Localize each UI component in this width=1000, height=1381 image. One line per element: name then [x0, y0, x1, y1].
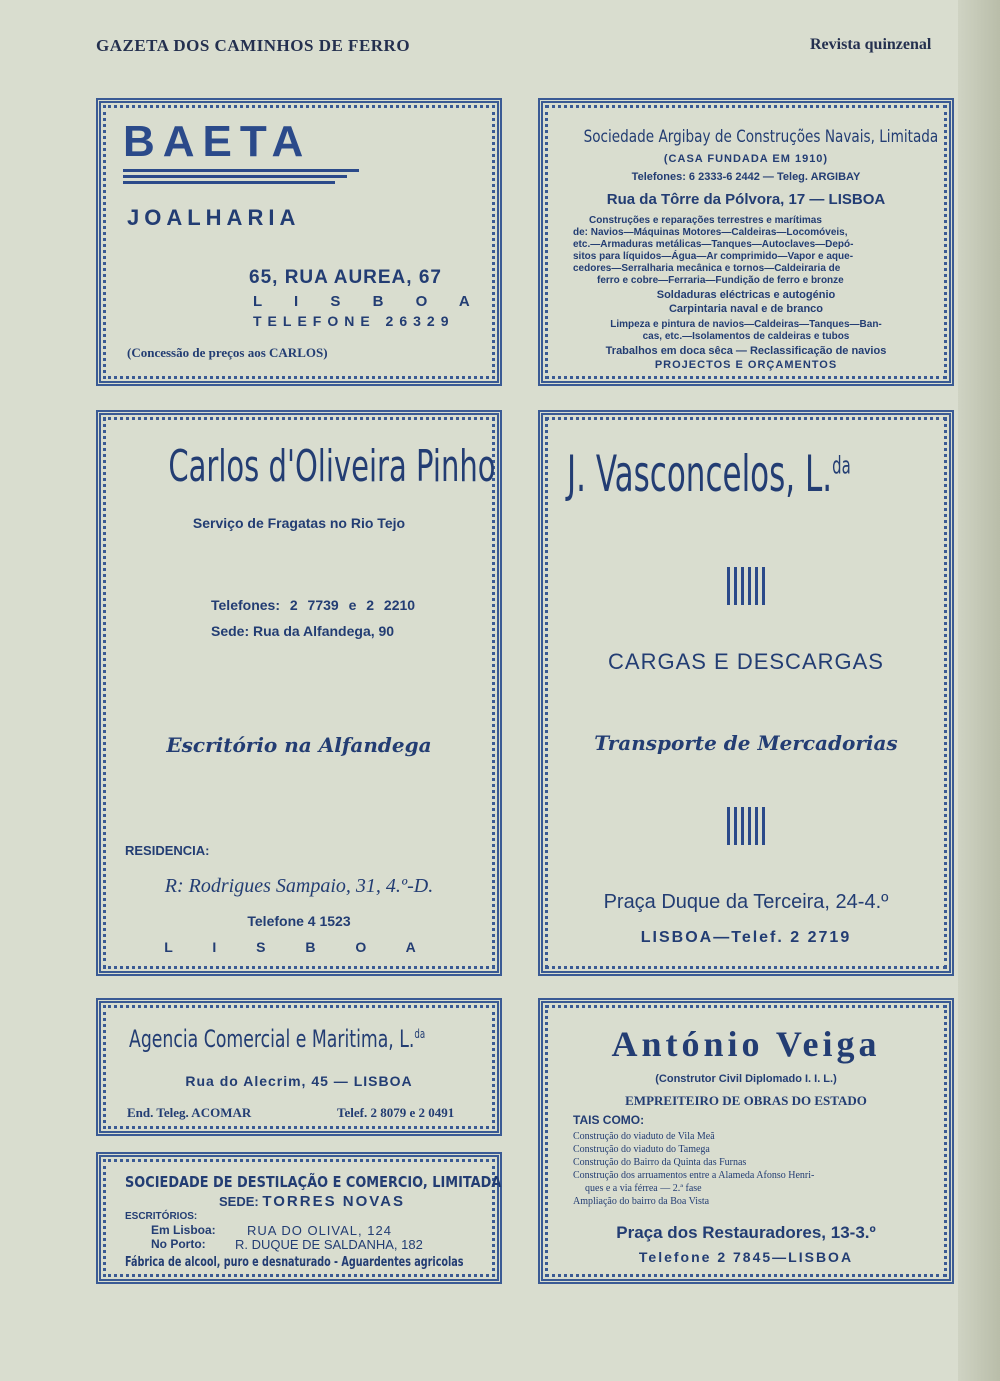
company-name: SOCIEDADE DE DESTILAÇÃO E COMERCIO, LIMITADA — [125, 1173, 502, 1191]
address: Rua do Alecrim, 45 — LISBOA — [185, 1073, 413, 1089]
phone: LISBOA—Telef. 2 2719 — [640, 929, 852, 946]
business-type: JOALHARIA — [127, 205, 301, 230]
lisboa-office: RUA DO OLIVAL, 124 — [247, 1223, 392, 1238]
logo-rule — [123, 175, 347, 178]
dry-dock: Trabalhos em doca sêca — Reclassificação de navios — [605, 345, 887, 357]
city: L I S B O A — [253, 293, 484, 310]
city: L I S B O A — [164, 939, 434, 955]
logo-rule — [123, 169, 359, 172]
service-line: cedores—Serralharia mecânica e tornos—Caldeiraria de — [573, 263, 841, 274]
company-name-text: J. Vasconcelos, L. — [567, 445, 833, 503]
residence: R: Rodrigues Sampaio, 31, 4.º-D. — [164, 875, 434, 897]
ad-pinho — [96, 410, 502, 976]
baeta-logo: BAETA — [123, 117, 312, 166]
porto-office: R. DUQUE DE SALDANHA, 182 — [235, 1237, 423, 1252]
credential: (Construtor Civil Diplomado I. I. L.) — [655, 1073, 837, 1085]
service-line: de: Navios—Máquinas Motores—Caldeiras—Locomóveis, — [573, 227, 848, 238]
company-suffix: da — [832, 451, 851, 480]
address: 65, RUA AUREA, 67 — [249, 267, 442, 288]
company-name — [567, 445, 851, 503]
work-item: Construção do viaduto de Vila Meã — [573, 1131, 715, 1142]
contractor-name: António Veiga — [611, 1024, 881, 1064]
work-item: Construção do viaduto do Tamega — [573, 1144, 710, 1155]
residence-label: RESIDENCIA: — [125, 843, 210, 858]
phones: Telef. 2 8079 e 2 0491 — [337, 1105, 455, 1120]
company-name — [129, 1025, 425, 1053]
service-line: ferro e cobre—Ferraria—Fundição de ferro e bronze — [597, 275, 844, 286]
company-suffix: da — [414, 1027, 426, 1041]
phone: TELEFONE 26329 — [253, 313, 455, 329]
welding: Soldaduras eléctricas e autogénio — [656, 289, 836, 301]
logo-rule — [123, 181, 335, 184]
porto-label: No Porto: — [151, 1237, 206, 1251]
ornament-bars-icon — [543, 807, 949, 845]
service: CARGAS E DESCARGAS — [608, 649, 884, 674]
address: Praça dos Restauradores, 13-3.º — [616, 1223, 876, 1242]
phone: Telefone 4 1523 — [247, 913, 351, 929]
hq-label: SEDE: — [219, 1194, 259, 1209]
work-item: ques e a via férrea — 2.ª fase — [585, 1183, 702, 1194]
ad-baeta — [96, 98, 502, 386]
cleaning-line: Limpeza e pintura de navios—Caldeiras—Tanques—Ban- — [610, 319, 882, 330]
phones: Telefones: 2 7739 e 2 2210 — [211, 597, 416, 613]
ad-agencia — [96, 998, 502, 1136]
offices-label: ESCRITÓRIOS: — [125, 1211, 198, 1222]
office: Escritório na Alfandega — [166, 733, 432, 757]
company-name: Sociedade Argibay de Construções Navais, Limitada — [583, 127, 939, 147]
works-label: TAIS COMO: — [573, 1113, 645, 1127]
transport: Transporte de Mercadorias — [594, 731, 898, 755]
hq-city: TORRES NOVAS — [262, 1193, 405, 1210]
founded: (CASA FUNDADA EM 1910) — [663, 153, 829, 165]
running-head-title: GAZETA DOS CAMINHOS DE FERRO — [96, 36, 411, 55]
ornament-bars-icon — [543, 567, 949, 605]
ad-vasconcelos — [538, 410, 954, 976]
headquarters: Sede: Rua da Alfandega, 90 — [211, 623, 395, 639]
carpentry: Carpintaria naval e de branco — [668, 303, 824, 315]
work-item: Ampliação do bairro da Boa Vista — [573, 1196, 710, 1207]
work-item: Construção do Bairro da Quinta das Furnas — [573, 1157, 747, 1168]
company-name-text: Agencia Comercial e Maritima, L. — [129, 1025, 415, 1053]
products: Fábrica de alcool, puro e desnaturado - Aguardentes agricolas — [125, 1255, 464, 1270]
ad-veiga — [538, 998, 954, 1284]
phone: Telefone 2 7845—LISBOA — [638, 1249, 854, 1265]
note: (Concessão de preços aos CARLOS) — [127, 345, 328, 360]
role: EMPREITEIRO DE OBRAS DO ESTADO — [625, 1093, 867, 1108]
lisboa-label: Em Lisboa: — [151, 1223, 216, 1237]
ad-argibay — [538, 98, 954, 386]
work-item: Construção dos arruamentos entre a Alameda Afonso Henri- — [573, 1170, 815, 1181]
service-line: etc.—Armaduras metálicas—Tanques—Autoclaves—Depó- — [573, 239, 854, 250]
address: Rua da Tôrre da Pólvora, 17 — LISBOA — [606, 191, 886, 208]
cleaning-line: cas, etc.—Isolamentos de caldeiras e tubos — [642, 331, 850, 342]
service: Serviço de Fragatas no Rio Tejo — [192, 515, 406, 531]
service-line: sitos para líquidos—Água—Ar comprimido—Vapor e aque- — [573, 251, 854, 262]
company-name: Carlos d'Oliveira Pinho — [168, 441, 496, 492]
phones: Telefones: 6 2333-6 2442 — Teleg. ARGIBAY — [631, 171, 861, 183]
hq — [219, 1193, 405, 1210]
running-head-subtitle: Revista quinzenal — [810, 36, 932, 53]
service-line: Construções e reparações terrestres e marítimas — [589, 215, 822, 226]
address: Praça Duque da Terceira, 24-4.º — [603, 891, 889, 913]
page-edge — [958, 0, 1000, 1381]
ad-destilacao — [96, 1152, 502, 1284]
projects: PROJECTOS E ORÇAMENTOS — [654, 359, 838, 371]
telegraph: End. Teleg. ACOMAR — [127, 1105, 252, 1120]
